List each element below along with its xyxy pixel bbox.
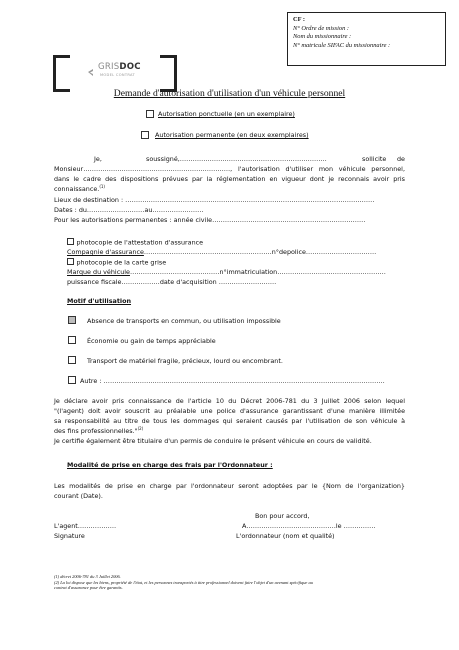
option-ponctuelle-label: Autorisation ponctuelle (en un exemplaire) xyxy=(158,110,295,118)
motif-heading: Motif d'utilisation xyxy=(67,297,132,305)
declaration-line-2: "(l'agent) doit avoir souscrit au préalable une police d'assurance garantissant d'une manière illimitée xyxy=(54,407,405,415)
option-ponctuelle-checkbox[interactable] xyxy=(146,110,154,118)
intro-connaissance: connaissance. xyxy=(54,185,100,193)
dates-field[interactable]: Dates : du………………………au…………………… xyxy=(54,206,204,214)
intro-de: de xyxy=(397,155,405,163)
vehicle-dots: ……………………………………n°immatriculation…………………………………………… xyxy=(129,268,386,276)
doc-attestation-label: photocopie de l'attestation d'assurance xyxy=(76,238,204,247)
footnote-ref-2: (2) xyxy=(137,426,144,431)
ordonnateur-label: L'ordonnateur (nom et qualité) xyxy=(236,532,335,540)
cf-nom-missionnaire: Nom du missionnaire : xyxy=(293,33,352,41)
page-title: Demande d'autorisation d'utilisation d'un véhicule personnel xyxy=(113,88,346,99)
motif-transport-label: Absence de transports en commun, ou utilisation impossible xyxy=(87,317,281,325)
intro-sollicite: sollicite xyxy=(362,155,387,163)
logo-text xyxy=(98,62,141,72)
declaration-fins: des fins professionnelles." xyxy=(54,427,138,435)
logo-text-gris: GRIS xyxy=(98,62,120,72)
cf-ordre-mission: N° Ordre de mission : xyxy=(293,24,350,32)
vehicle-label: Marque du véhicule xyxy=(67,268,130,276)
doc-carte-grise-checkbox[interactable] xyxy=(67,258,74,265)
intro-je: Je, xyxy=(94,155,102,163)
footnote-ref-1: (1) xyxy=(99,184,105,189)
power-field[interactable]: puissance fiscale………………date d'acquisition ……………………… xyxy=(67,278,277,286)
option-permanente-label: Autorisation permanente (en deux exemplaires) xyxy=(155,131,309,139)
intro-soussigne: soussigné,…………………………………………………………… xyxy=(146,155,327,163)
logo-mark-icon xyxy=(86,62,96,72)
insurance-field[interactable] xyxy=(67,248,376,257)
insurance-dots: ……………………………………………………n°depolice…………………………… xyxy=(143,248,377,256)
doc-attestation-checkbox[interactable] xyxy=(67,238,74,245)
intro-line-2: Monsieur……………………………………………………………, l'autorisation d'utiliser mon véhicule personnel, xyxy=(54,165,405,173)
logo-text-doc: DOC xyxy=(119,62,141,72)
footnotes xyxy=(54,574,414,591)
logo-tagline: MODEL CONTRAT xyxy=(100,73,135,77)
vehicle-field[interactable] xyxy=(67,268,386,277)
place-date-field[interactable]: A……………………………………le …………… xyxy=(242,522,376,530)
doc-item-attestation xyxy=(67,238,203,247)
motif-materiel-checkbox[interactable] xyxy=(68,356,76,364)
declaration-line-3: sa responsabilité au titre de tous les dommages qui seraient causés par l'utilisation de son véhicule à xyxy=(54,417,405,425)
cf-matricule: N° matricule SIFAC du missionnaire : xyxy=(293,41,391,49)
footnote-2-cont: contrat d'assurance pour être garantis. xyxy=(54,585,123,590)
motif-materiel-label: Transport de matériel fragile, précieux, lourd ou encombrant. xyxy=(87,357,283,365)
declaration-line-1: Je déclare avoir pris connaissance de l'article 10 du Décret 2006-781 du 3 Juillet 2006 selon lequel xyxy=(54,397,405,405)
declaration-line-5: Je certifie également être titulaire d'un permis de conduire le présent véhicule en cours de validité. xyxy=(54,437,372,445)
cf-label: CF : xyxy=(293,16,306,23)
motif-autre-checkbox[interactable] xyxy=(68,376,76,384)
cf-box xyxy=(287,12,446,66)
motif-economie-label: Économie ou gain de temps appréciable xyxy=(87,337,216,345)
frais-line-2: courant (Date). xyxy=(54,492,103,500)
footnote-1: (1) décret 2006-781 du 3 Juillet 2006. xyxy=(54,574,121,579)
logo-left-bracket xyxy=(53,55,70,92)
declaration-line-4 xyxy=(54,427,143,436)
intro-line-3: dans le cadre des dispositions prévues par la réglementation en vigueur dont je reconnais avoir pris xyxy=(54,175,405,183)
logo-right-bracket xyxy=(160,55,177,92)
destination-field[interactable]: Lieux de destination : ……………………………………………………………………………………………………… xyxy=(54,196,375,204)
permanent-year-field[interactable]: Pour les autorisations permanentes : année civile……………………………………………………………… xyxy=(54,216,366,224)
motif-autre-label[interactable]: Autre : …………………………………………………………………………………………………………………… xyxy=(80,377,385,385)
footnote-2: (2) La loi dispose que les biens, propriété de l'état, et les personnes transportés à titre professionnel doivent faire l'objet d'un avenant spécifique au xyxy=(54,579,313,585)
option-permanente-checkbox[interactable] xyxy=(141,131,149,139)
bon-pour-accord: Bon pour accord, xyxy=(255,512,310,520)
motif-transport-checkbox[interactable] xyxy=(68,316,76,324)
doc-carte-grise-label: photocopie de la carte grise xyxy=(76,258,167,267)
insurance-label: Compagnie d'assurance xyxy=(67,248,144,256)
signature-label: Signature xyxy=(54,532,85,540)
doc-item-carte-grise xyxy=(67,258,166,267)
frais-line-1: Les modalités de prise en charge par l'ordonnateur seront adoptées par le {Nom de l'organization} xyxy=(54,482,405,490)
motif-economie-checkbox[interactable] xyxy=(68,336,76,344)
agent-field[interactable]: L'agent……………… xyxy=(54,522,117,530)
frais-heading: Modalité de prise en charge des frais par l'Ordonnateur : xyxy=(67,461,273,469)
intro-line-4 xyxy=(54,185,105,194)
